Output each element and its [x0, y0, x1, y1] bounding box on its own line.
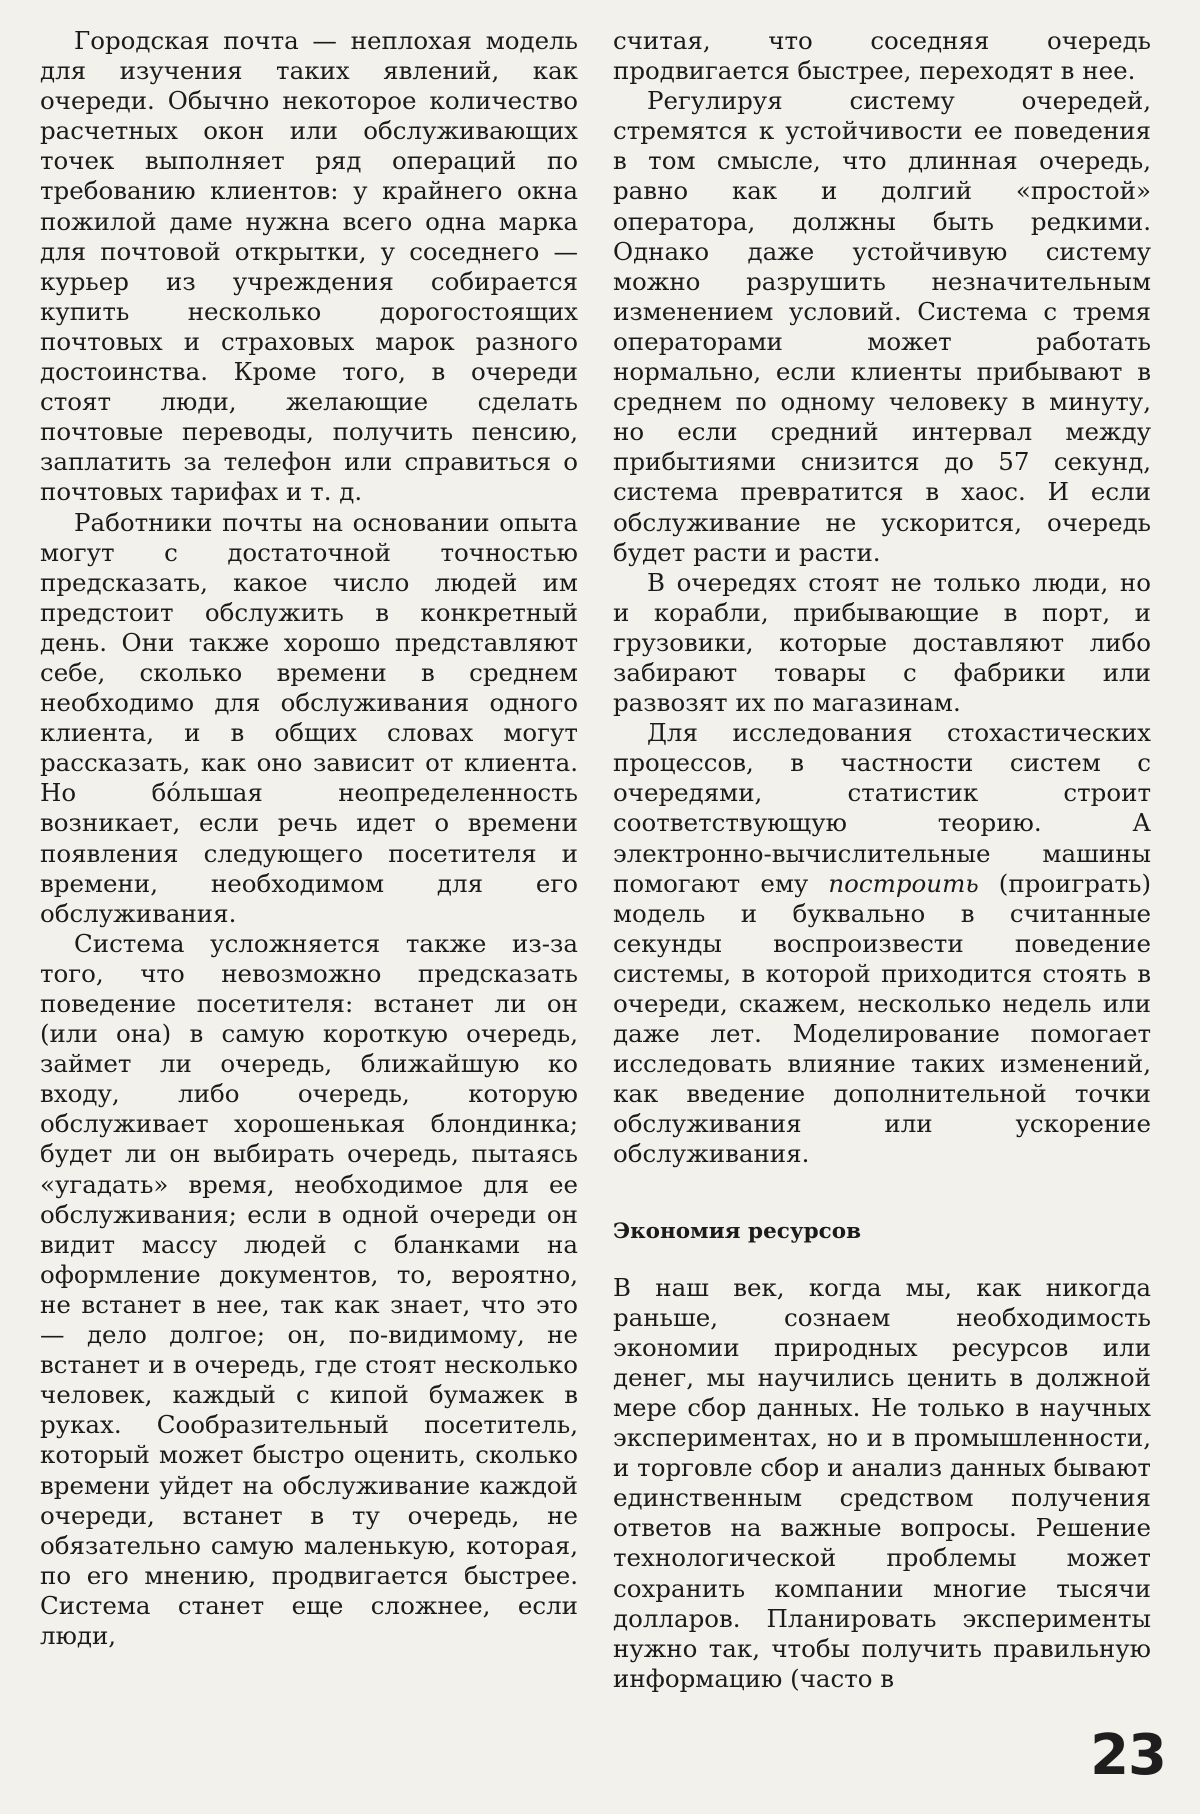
- page-number: 23: [1090, 1723, 1166, 1788]
- emphasis-build: построить: [828, 868, 979, 898]
- paragraph-stochastic-text-1: Для исследования стохастических процессов, в частности систем с очередями, статистик строит соответствующую теорию. А электронно-вычислительные машины помогают ему: [613, 718, 1151, 898]
- paragraph-continuation: считая, что соседняя очередь продвигается быстрее, переходят в нее.: [613, 26, 1151, 86]
- section-heading: Экономия ресурсов: [613, 1218, 862, 1244]
- paragraph-resource-economy: В наш век, когда мы, как никогда раньше, сознаем необходимость экономии природных ресурсов или денег, мы научились ценить в должной мере сбор данных. Не только в научных экспериментах, но и в промышленности, и торговле сбор и анализ данных бывают единственным средством получения ответов на важные вопросы. Решение технологической проблемы может сохранить компании многие тысячи долларов. Планировать эксперименты нужно так, чтобы получить правильную информацию (часто в: [613, 1272, 1151, 1693]
- paragraph-system-complexity: Система усложняется также из-за того, что невозможно предсказать поведение посетителя: встанет ли он (или она) в самую короткую очередь, займет ли очередь, ближайшую ко входу, либо очередь, которую обслуживает хорошенькая блондинка; будет ли он выбирать очередь, пытаясь «угадать» время, необходимое для ее обслуживания; если в одной очереди он видит массу людей с бланками на оформление документов, то, вероятно, не встанет в нее, так как знает, что это — дело долгое; он, по-видимому, не встанет и в очередь, где стоят несколько человек, каждый с кипой бумажек в руках. Сообразительный посетитель, который может быстро оценить, сколько времени уйдет на обслуживание каждой очереди, встанет в ту очередь, не обязательно самую маленькую, которая, по его мнению, продвигается быстрее. Система станет еще сложнее, если люди,: [40, 928, 578, 1650]
- paragraph-ships-trucks: В очередях стоят не только люди, но и корабли, прибывающие в порт, и грузовики, которые доставляют либо забирают товары с фабрики или развозят их по магазинам.: [613, 567, 1151, 718]
- paragraph-stochastic-text-2: (проиграть) модель и буквально в считанные секунды воспроизвести поведение системы, в которой приходится стоять в очереди, скажем, несколько недель или даже лет. Моделирование помогает исследовать влияние таких изменений, как введение дополнительной точки обслуживания или ускорение обслуживания.: [613, 868, 1151, 1169]
- paragraph-post-office: Городская почта — неплохая модель для изучения таких явлений, как очереди. Обычно некоторое количество расчетных окон или обслуживающих точек выполняет ряд операций по требованию клиентов: у крайнего окна пожилой даме нужна всего одна марка для почтовой открытки, у соседнего — курьер из учреждения собирается купить несколько дорогостоящих почтовых и страховых марок разного достоинства. Кроме того, в очереди стоят люди, желающие сделать почтовые переводы, получить пенсию, заплатить за телефон или справиться о почтовых тарифах и т. д.: [40, 26, 578, 507]
- paragraph-stochastic-processes: [613, 718, 1151, 1169]
- paragraph-post-workers: Работники почты на основании опыта могут с достаточной точностью предсказать, какое число людей им предстоит обслужить в конкретный день. Они также хорошо представляют себе, сколько времени в среднем необходимо для обслуживания одного клиента, и в общих словах могут рассказать, как оно зависит от клиента. Но бо́льшая неопределенность возникает, если речь идет о времени появления следующего посетителя и времени, необходимом для его обслуживания.: [40, 507, 578, 928]
- left-column: [40, 26, 578, 1651]
- paragraph-queue-regulation: Регулируя систему очередей, стремятся к устойчивости ее поведения в том смысле, что длинная очередь, равно как и долгий «простой» оператора, должны быть редкими. Однако даже устойчивую систему можно разрушить незначительным изменением условий. Система с тремя операторами может работать нормально, если клиенты прибывают в среднем по одному человеку в минуту, но если средний интервал между прибытиями снизится до 57 секунд, система превратится в хаос. И если обслуживание не ускорится, очередь будет расти и расти.: [613, 86, 1151, 567]
- right-column: [613, 26, 1151, 1694]
